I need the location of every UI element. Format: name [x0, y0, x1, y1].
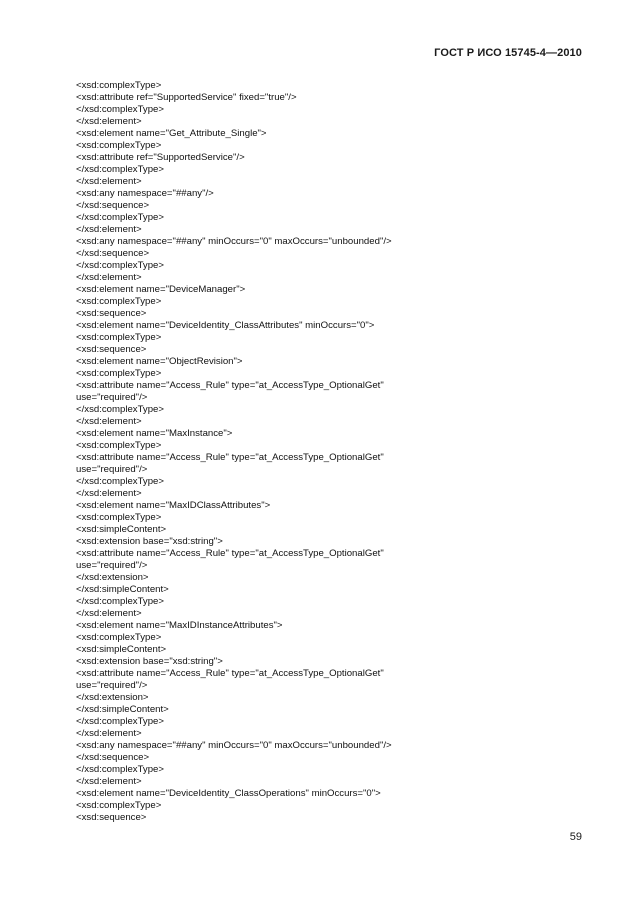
code-line: </xsd:complexType> [76, 104, 164, 115]
code-line: </xsd:complexType> [76, 212, 164, 223]
code-line: <xsd:complexType> [76, 140, 162, 151]
code-line: use="required"/> [76, 392, 148, 403]
code-line: <xsd:complexType> [76, 368, 162, 379]
code-line: <xsd:element name="DeviceIdentity_ClassAttributes" minOccurs="0"> [76, 320, 375, 331]
code-line: </xsd:element> [76, 728, 142, 739]
code-line: use="required"/> [76, 560, 148, 571]
code-line: </xsd:simpleContent> [76, 584, 169, 595]
code-line: <xsd:attribute ref="SupportedService" fixed="true"/> [76, 92, 297, 103]
code-line: </xsd:complexType> [76, 404, 164, 415]
code-line: <xsd:any namespace="##any" minOccurs="0" maxOccurs="unbounded"/> [76, 740, 392, 751]
code-line: <xsd:attribute ref="SupportedService"/> [76, 152, 245, 163]
code-line: <xsd:element name="DeviceIdentity_ClassOperations" minOccurs="0"> [76, 788, 381, 799]
code-line: </xsd:complexType> [76, 260, 164, 271]
code-line: use="required"/> [76, 680, 148, 691]
xml-schema-code-listing [76, 80, 596, 824]
code-line: <xsd:element name="MaxIDClassAttributes"> [76, 500, 271, 511]
code-line: <xsd:complexType> [76, 512, 162, 523]
code-line: <xsd:attribute name="Access_Rule" type="at_AccessType_OptionalGet" [76, 548, 384, 559]
code-line: <xsd:sequence> [76, 344, 147, 355]
code-line: <xsd:simpleContent> [76, 524, 167, 535]
code-line: <xsd:attribute name="Access_Rule" type="at_AccessType_OptionalGet" [76, 668, 384, 679]
code-line: </xsd:complexType> [76, 764, 164, 775]
code-line: </xsd:element> [76, 488, 142, 499]
code-line: </xsd:element> [76, 608, 142, 619]
code-line: <xsd:extension base="xsd:string"> [76, 656, 223, 667]
code-line: <xsd:complexType> [76, 440, 162, 451]
code-line: </xsd:complexType> [76, 596, 164, 607]
code-line: <xsd:complexType> [76, 632, 162, 643]
code-line: <xsd:element name="ObjectRevision"> [76, 356, 243, 367]
code-line: <xsd:sequence> [76, 812, 147, 823]
code-line: <xsd:complexType> [76, 296, 162, 307]
code-line: </xsd:sequence> [76, 200, 150, 211]
code-line: <xsd:complexType> [76, 80, 162, 91]
code-line: <xsd:any namespace="##any"/> [76, 188, 214, 199]
code-line: <xsd:complexType> [76, 332, 162, 343]
code-line: </xsd:element> [76, 416, 142, 427]
code-line: </xsd:element> [76, 176, 142, 187]
code-line: </xsd:sequence> [76, 248, 150, 259]
code-line: </xsd:element> [76, 116, 142, 127]
code-line: <xsd:element name="MaxIDInstanceAttributes"> [76, 620, 283, 631]
code-line: </xsd:simpleContent> [76, 704, 169, 715]
code-line: <xsd:attribute name="Access_Rule" type="at_AccessType_OptionalGet" [76, 452, 384, 463]
code-line: <xsd:simpleContent> [76, 644, 167, 655]
code-line: </xsd:sequence> [76, 752, 150, 763]
code-line: <xsd:attribute name="Access_Rule" type="at_AccessType_OptionalGet" [76, 380, 384, 391]
code-line: </xsd:complexType> [76, 476, 164, 487]
code-line: <xsd:element name="DeviceManager"> [76, 284, 246, 295]
page-number: 59 [569, 831, 582, 843]
code-line: </xsd:element> [76, 776, 142, 787]
code-line: </xsd:extension> [76, 692, 149, 703]
code-line: <xsd:extension base="xsd:string"> [76, 536, 223, 547]
code-line: use="required"/> [76, 464, 148, 475]
page-header-standard-id: ГОСТ Р ИСО 15745-4—2010 [434, 47, 582, 59]
code-line: </xsd:extension> [76, 572, 149, 583]
code-line: <xsd:element name="Get_Attribute_Single"> [76, 128, 267, 139]
code-line: <xsd:sequence> [76, 308, 147, 319]
code-line: <xsd:any namespace="##any" minOccurs="0" maxOccurs="unbounded"/> [76, 236, 392, 247]
code-line: </xsd:element> [76, 224, 142, 235]
code-line: <xsd:complexType> [76, 800, 162, 811]
code-line: </xsd:complexType> [76, 716, 164, 727]
code-line: </xsd:complexType> [76, 164, 164, 175]
code-line: </xsd:element> [76, 272, 142, 283]
code-line: <xsd:element name="MaxInstance"> [76, 428, 233, 439]
